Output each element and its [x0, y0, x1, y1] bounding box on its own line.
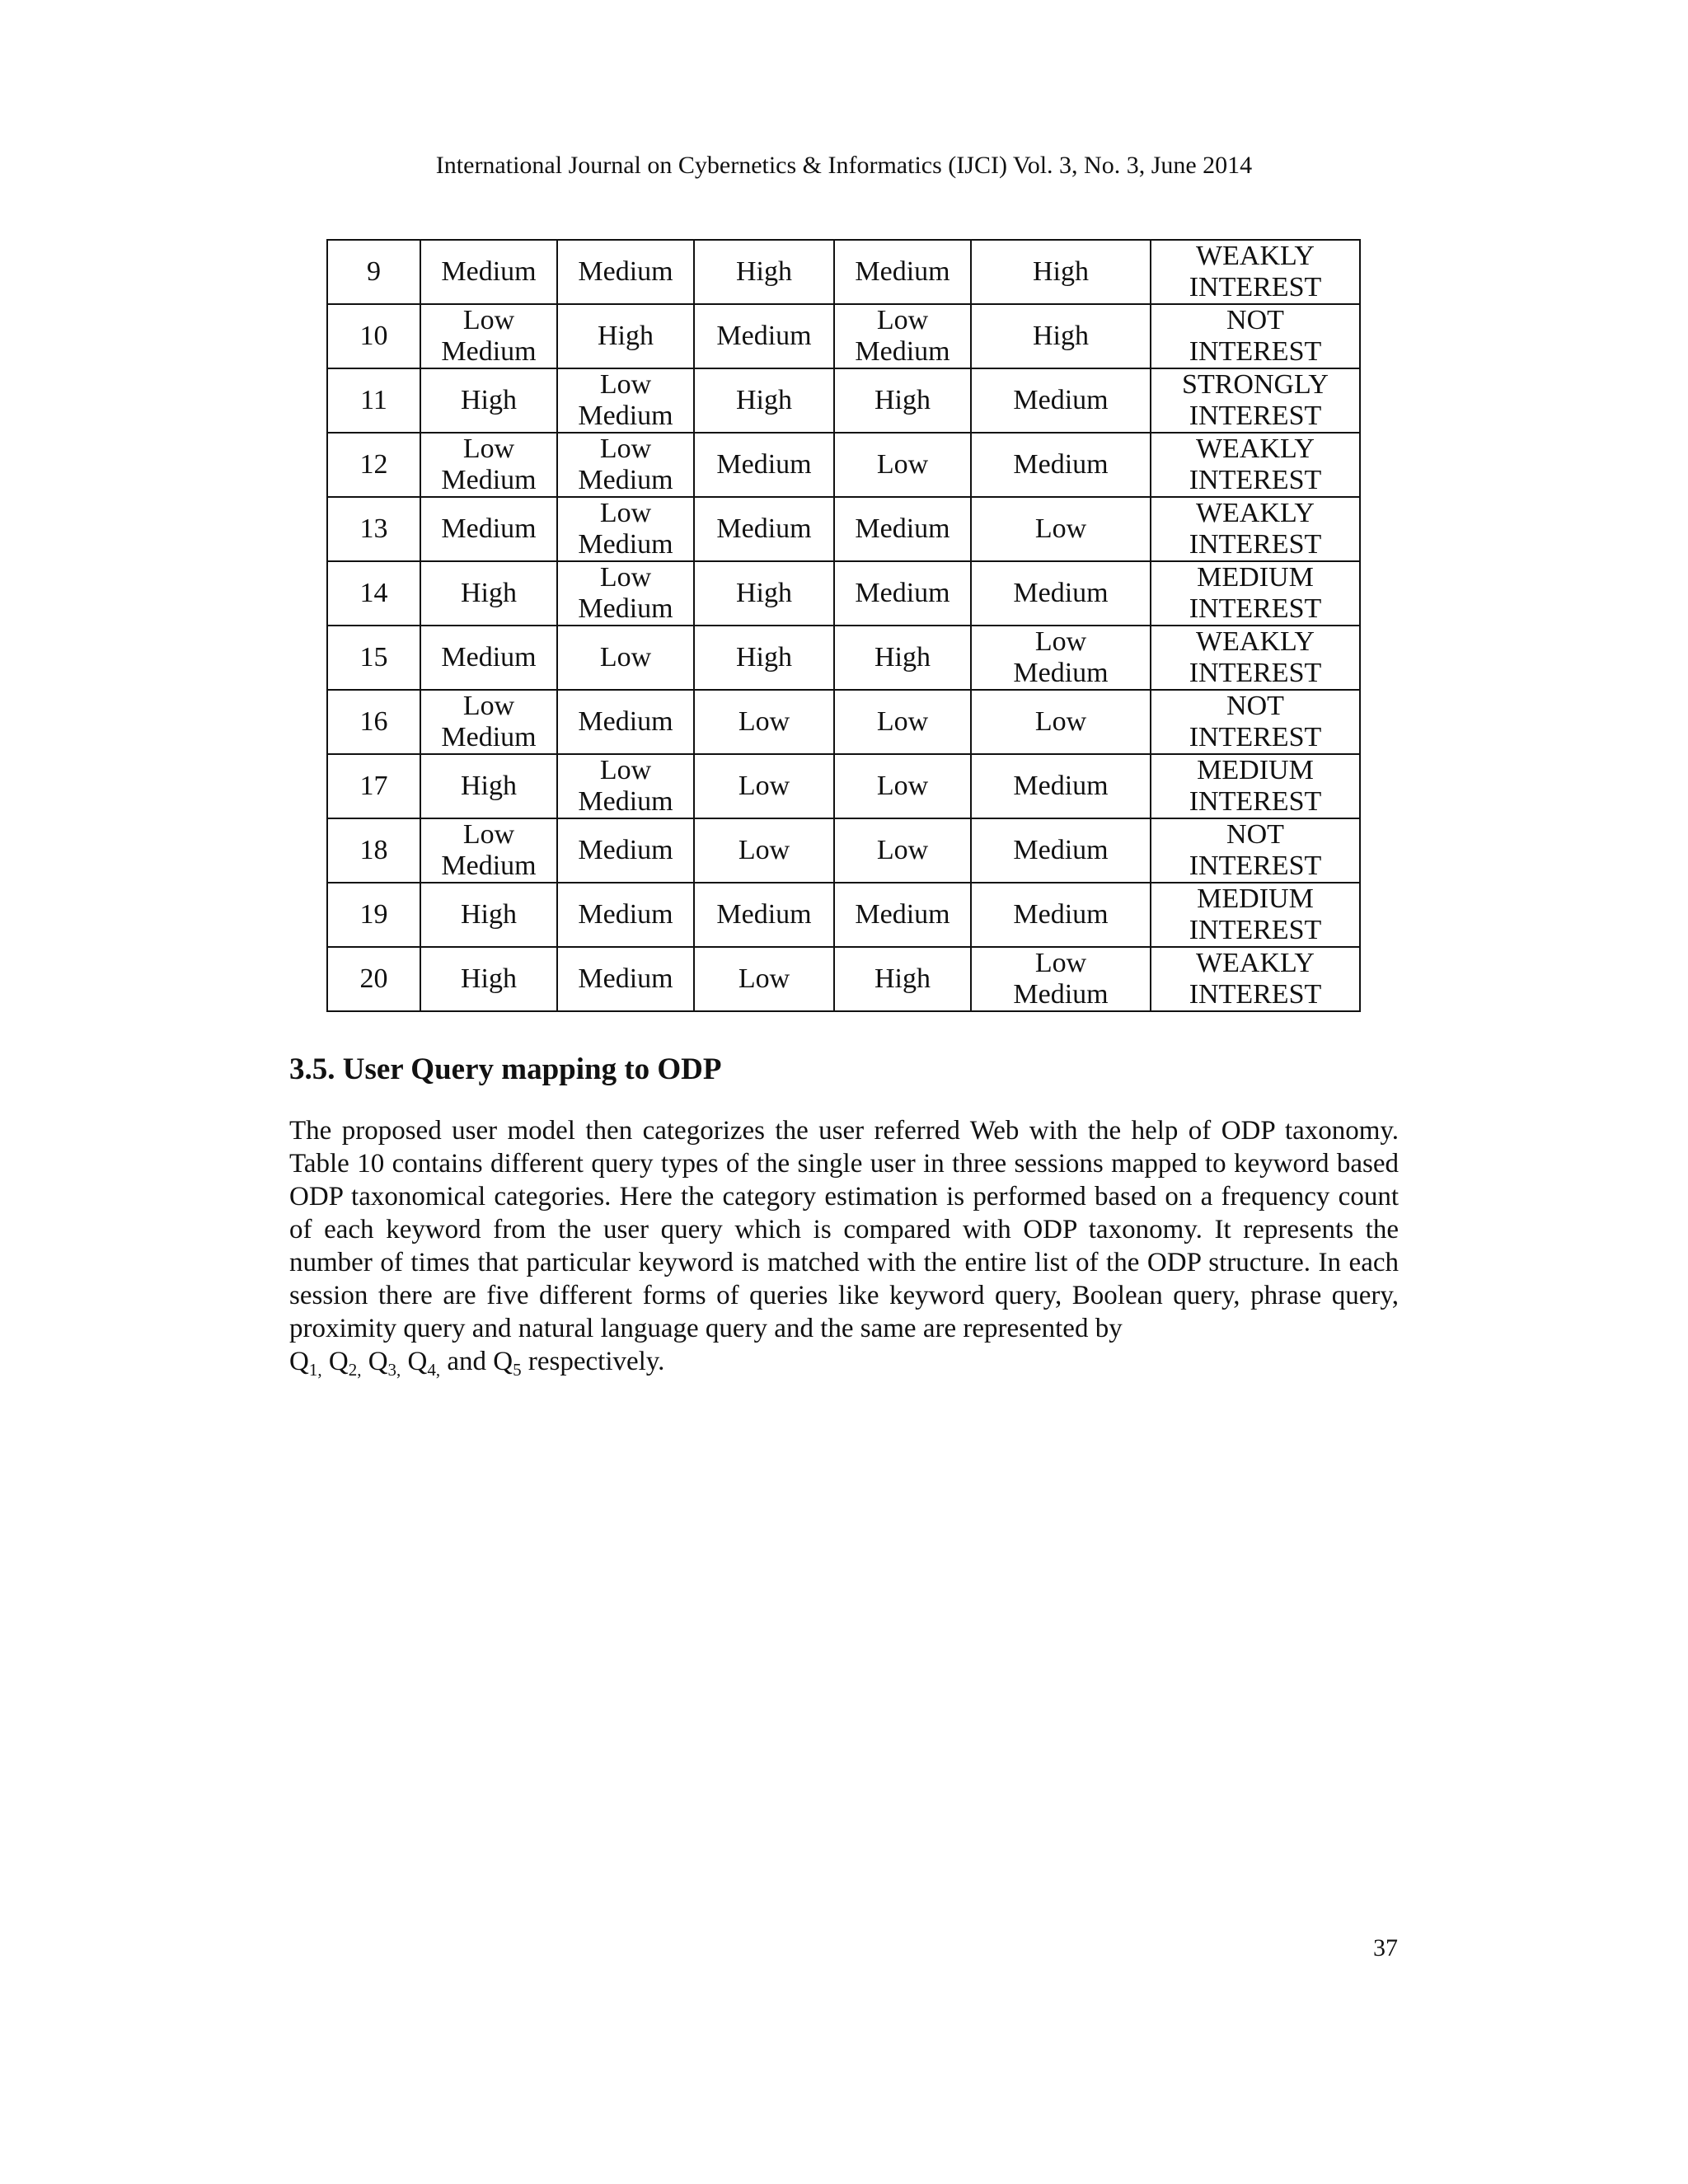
cell-text: Medium — [1013, 771, 1109, 801]
row-number-cell — [327, 304, 420, 368]
query-symbol-list — [289, 1347, 528, 1380]
page-number: 37 — [1373, 1934, 1398, 1961]
cell-text: High — [598, 321, 654, 351]
cell-text: Medium — [1013, 835, 1109, 865]
cell-text: Low — [738, 963, 790, 994]
cell-text: 17 — [359, 771, 388, 801]
cell-text: NOT — [1226, 691, 1284, 721]
table-cell — [420, 433, 557, 497]
cell-text: INTEREST — [1189, 722, 1322, 752]
query-symbol: Q — [493, 1347, 513, 1376]
row-number-cell — [327, 626, 420, 690]
cell-text: Medium — [441, 513, 537, 544]
cell-text: Medium — [441, 722, 537, 752]
cell-text: INTEREST — [1189, 593, 1322, 624]
cell-text: STRONGLY — [1182, 369, 1329, 400]
table-cell — [694, 561, 834, 626]
query-subscript: 5 — [513, 1360, 522, 1380]
table-cell — [420, 818, 557, 883]
table-cell — [834, 818, 971, 883]
paragraph-text: The proposed user model then categorizes the user referred Web with the help of ODP taxonomy. Table 10 contains different query types of the single user in three sessions mapped to keyword based ODP taxonomical categories. Here the category estimation is performed based on a frequency count of each keyword from the user query which is compared with ODP taxonomy. It represents the number of times that particular keyword is matched with the entire list of the ODP structure. In each session there are five different forms of queries like keyword query, Boolean query, phrase query, proximity query and natural language query and the same are represented by — [289, 1116, 1399, 1343]
table-cell — [834, 368, 971, 433]
table-cell — [557, 433, 694, 497]
cell-text: Medium — [1013, 979, 1109, 1010]
cell-text: INTEREST — [1189, 272, 1322, 302]
cell-text: Low — [599, 369, 652, 400]
table-row — [327, 368, 1360, 433]
cell-text: Medium — [441, 851, 537, 881]
cell-text: High — [461, 771, 517, 801]
running-header: International Journal on Cybernetics & Informatics (IJCI) Vol. 3, No. 3, June 2014 — [435, 152, 1253, 179]
table-cell — [1151, 368, 1360, 433]
table-cell — [1151, 240, 1360, 304]
table-cell — [420, 690, 557, 754]
query-symbol: Q — [328, 1347, 349, 1376]
table-row — [327, 240, 1360, 304]
table-cell — [971, 883, 1151, 947]
cell-text: 9 — [367, 256, 381, 287]
table-cell — [420, 561, 557, 626]
body-paragraph — [289, 1114, 1399, 1378]
cell-text: 16 — [359, 706, 388, 737]
table-cell — [557, 883, 694, 947]
query-subscript: 2, — [348, 1360, 362, 1380]
cell-text: High — [736, 642, 792, 673]
table-cell — [1151, 690, 1360, 754]
cell-text: Medium — [855, 899, 950, 930]
cell-text: Medium — [716, 321, 812, 351]
table-row — [327, 818, 1360, 883]
cell-text: MEDIUM — [1197, 883, 1314, 914]
table-cell — [971, 368, 1151, 433]
table-cell — [694, 368, 834, 433]
cell-text: Low — [462, 691, 515, 721]
table-row — [327, 304, 1360, 368]
cell-text: Low — [462, 305, 515, 335]
cell-text: 13 — [359, 513, 388, 544]
query-symbol: Q — [368, 1347, 388, 1376]
cell-text: INTEREST — [1189, 786, 1322, 817]
cell-text: WEAKLY — [1196, 626, 1315, 657]
cell-text: INTEREST — [1189, 401, 1322, 431]
section-heading: 3.5. User Query mapping to ODP — [289, 1052, 722, 1086]
cell-text: Low — [876, 706, 929, 737]
cell-text: Medium — [578, 256, 673, 287]
cell-text: Medium — [855, 578, 950, 608]
cell-text: Low — [876, 835, 929, 865]
query-subscript: 1, — [308, 1360, 322, 1380]
cell-text: Medium — [1013, 578, 1109, 608]
cell-text: Low — [876, 305, 929, 335]
cell-text: INTEREST — [1189, 979, 1322, 1010]
table-cell — [971, 433, 1151, 497]
cell-text: Medium — [441, 465, 537, 495]
cell-text: WEAKLY — [1196, 498, 1315, 528]
table-cell — [1151, 947, 1360, 1011]
cell-text: Medium — [578, 835, 673, 865]
row-number-cell — [327, 368, 420, 433]
table-cell — [971, 818, 1151, 883]
cell-text: High — [736, 385, 792, 415]
table-cell — [694, 240, 834, 304]
table-cell — [420, 883, 557, 947]
cell-text: Medium — [578, 465, 673, 495]
cell-text: NOT — [1226, 819, 1284, 850]
table-cell — [834, 497, 971, 561]
cell-text: Low — [876, 449, 929, 480]
table-cell — [557, 304, 694, 368]
query-symbol: Q — [407, 1347, 428, 1376]
cell-text: High — [461, 963, 517, 994]
cell-text: Low — [599, 498, 652, 528]
cell-text: Medium — [855, 513, 950, 544]
cell-text: Low — [1034, 948, 1087, 978]
cell-text: Medium — [578, 593, 673, 624]
row-number-cell — [327, 690, 420, 754]
table-cell — [834, 240, 971, 304]
query-separator — [322, 1347, 329, 1376]
table-cell — [557, 754, 694, 818]
cell-text: MEDIUM — [1197, 755, 1314, 785]
table-cell — [694, 883, 834, 947]
table-cell — [1151, 883, 1360, 947]
cell-text: INTEREST — [1189, 336, 1322, 367]
cell-text: Medium — [1013, 385, 1109, 415]
table-row — [327, 497, 1360, 561]
table-cell — [1151, 818, 1360, 883]
cell-text: Medium — [1013, 899, 1109, 930]
table-row — [327, 883, 1360, 947]
cell-text: Medium — [441, 256, 537, 287]
cell-text: Medium — [716, 449, 812, 480]
cell-text: High — [874, 642, 931, 673]
table-cell — [557, 561, 694, 626]
table-cell — [834, 626, 971, 690]
cell-text: High — [736, 578, 792, 608]
table-cell — [420, 754, 557, 818]
table-cell — [834, 433, 971, 497]
query-symbol: Q — [289, 1347, 309, 1376]
table-cell — [971, 626, 1151, 690]
table-cell — [694, 626, 834, 690]
table-cell — [834, 561, 971, 626]
table-cell — [694, 304, 834, 368]
query-separator — [522, 1347, 528, 1376]
cell-text: High — [736, 256, 792, 287]
table-cell — [694, 497, 834, 561]
cell-text: Medium — [855, 336, 950, 367]
cell-text: High — [461, 899, 517, 930]
cell-text: High — [874, 385, 931, 415]
table-cell — [1151, 754, 1360, 818]
cell-text: Medium — [1013, 449, 1109, 480]
table-cell — [557, 947, 694, 1011]
table-cell — [971, 561, 1151, 626]
cell-text: High — [1033, 256, 1089, 287]
table-cell — [834, 883, 971, 947]
table-cell — [1151, 497, 1360, 561]
table-row — [327, 947, 1360, 1011]
table-cell — [420, 626, 557, 690]
query-separator — [361, 1347, 368, 1376]
row-number-cell — [327, 561, 420, 626]
cell-text: Low — [599, 755, 652, 785]
query-subscript: 4, — [427, 1360, 441, 1380]
row-number-cell — [327, 240, 420, 304]
table-cell — [694, 754, 834, 818]
cell-text: 19 — [359, 899, 388, 930]
cell-text: High — [874, 963, 931, 994]
table-cell — [420, 304, 557, 368]
table-body — [327, 240, 1360, 1011]
row-number-cell — [327, 947, 420, 1011]
table-cell — [1151, 304, 1360, 368]
query-subscript: 3, — [387, 1360, 401, 1380]
cell-text: Low — [1034, 706, 1087, 737]
cell-text: MEDIUM — [1197, 562, 1314, 593]
table-row — [327, 690, 1360, 754]
query-separator — [401, 1347, 407, 1376]
cell-text: WEAKLY — [1196, 241, 1315, 271]
table-cell — [971, 304, 1151, 368]
cell-text: Low — [599, 562, 652, 593]
table-cell — [420, 947, 557, 1011]
table-cell — [834, 304, 971, 368]
row-number-cell — [327, 497, 420, 561]
table-cell — [694, 690, 834, 754]
cell-text: Low — [1034, 513, 1087, 544]
cell-text: 18 — [359, 835, 388, 865]
cell-text: Low — [462, 434, 515, 464]
cell-text: High — [1033, 321, 1089, 351]
cell-text: Medium — [716, 513, 812, 544]
table-cell — [557, 626, 694, 690]
table-cell — [834, 690, 971, 754]
table-cell — [420, 368, 557, 433]
table-cell — [557, 818, 694, 883]
cell-text: Medium — [716, 899, 812, 930]
table-cell — [971, 240, 1151, 304]
cell-text: Low — [599, 642, 652, 673]
table-row — [327, 561, 1360, 626]
cell-text: 12 — [359, 449, 388, 480]
cell-text: Medium — [441, 642, 537, 673]
row-number-cell — [327, 433, 420, 497]
table-cell — [694, 947, 834, 1011]
cell-text: Medium — [1013, 658, 1109, 688]
table-cell — [834, 754, 971, 818]
table-cell — [971, 497, 1151, 561]
table-cell — [694, 433, 834, 497]
cell-text: Low — [738, 706, 790, 737]
table-cell — [557, 368, 694, 433]
cell-text: 14 — [359, 578, 388, 608]
cell-text: INTEREST — [1189, 465, 1322, 495]
cell-text: Low — [462, 819, 515, 850]
cell-text: 15 — [359, 642, 388, 673]
cell-text: INTEREST — [1189, 851, 1322, 881]
cell-text: Medium — [578, 529, 673, 560]
table-cell — [694, 818, 834, 883]
row-number-cell — [327, 754, 420, 818]
table-cell — [1151, 561, 1360, 626]
cell-text: Medium — [578, 401, 673, 431]
cell-text: Low — [599, 434, 652, 464]
table-cell — [1151, 626, 1360, 690]
cell-text: WEAKLY — [1196, 948, 1315, 978]
cell-text: Medium — [441, 336, 537, 367]
cell-text: INTEREST — [1189, 915, 1322, 945]
cell-text: 11 — [360, 385, 387, 415]
paragraph-end: respectively. — [528, 1347, 665, 1376]
cell-text: Low — [1034, 626, 1087, 657]
table-cell — [420, 240, 557, 304]
table-cell — [971, 947, 1151, 1011]
row-number-cell — [327, 883, 420, 947]
table-cell — [420, 497, 557, 561]
table-cell — [971, 754, 1151, 818]
cell-text: Medium — [578, 786, 673, 817]
cell-text: High — [461, 578, 517, 608]
table-cell — [557, 690, 694, 754]
cell-text: 10 — [359, 321, 388, 351]
table-cell — [834, 947, 971, 1011]
cell-text: NOT — [1226, 305, 1284, 335]
cell-text: Medium — [578, 963, 673, 994]
cell-text: Low — [876, 771, 929, 801]
table-cell — [971, 690, 1151, 754]
cell-text: WEAKLY — [1196, 434, 1315, 464]
table-row — [327, 433, 1360, 497]
cell-text: High — [461, 385, 517, 415]
table-row — [327, 754, 1360, 818]
table-cell — [557, 240, 694, 304]
row-number-cell — [327, 818, 420, 883]
cell-text: INTEREST — [1189, 529, 1322, 560]
cell-text: INTEREST — [1189, 658, 1322, 688]
cell-text: Low — [738, 835, 790, 865]
cell-text: Medium — [578, 706, 673, 737]
table-cell — [557, 497, 694, 561]
query-separator: and — [440, 1347, 494, 1376]
table-row — [327, 626, 1360, 690]
cell-text: Medium — [855, 256, 950, 287]
cell-text: 20 — [359, 963, 388, 994]
cell-text: Medium — [578, 899, 673, 930]
interest-table — [326, 239, 1361, 1012]
cell-text: Low — [738, 771, 790, 801]
table-cell — [1151, 433, 1360, 497]
